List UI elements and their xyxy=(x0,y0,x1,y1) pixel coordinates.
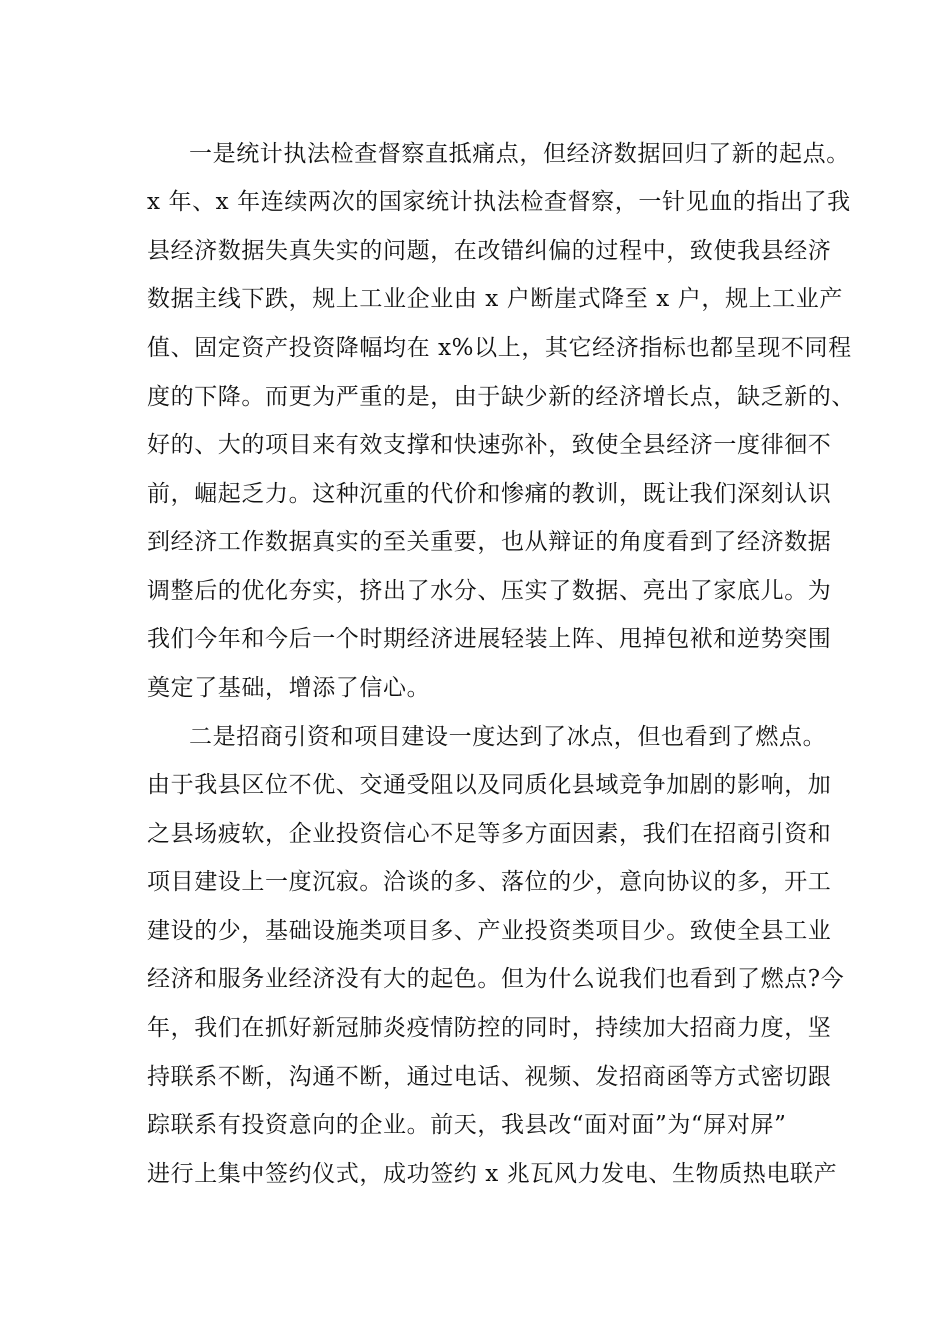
paragraph-2-line-5: 建设的少，基础设施类项目多、产业投资类项目少。致使全县工业 xyxy=(147,918,832,944)
paragraph-1-line-7: 好的、大的项目来有效支撑和快速弥补，致使全县经济一度徘徊不 xyxy=(147,432,832,458)
paragraph-2-line-1: 二是招商引资和项目建设一度达到了冰点，但也看到了燃点。 xyxy=(189,724,827,750)
paragraph-2-line-7: 年，我们在抓好新冠肺炎疫情防控的同时，持续加大招商力度，坚 xyxy=(147,1015,832,1041)
paragraph-1-line-10: 调整后的优化夯实，挤出了水分、压实了数据、亮出了家底儿。为 xyxy=(147,578,832,604)
paragraph-2-line-9: 踪联系有投资意向的企业。前天，我县改“面对面”为“屏对屏” xyxy=(147,1112,787,1138)
paragraph-2-line-10: 进行上集中签约仪式，成功签约 x 兆瓦风力发电、生物质热电联产 xyxy=(147,1161,838,1187)
paragraph-1-line-11: 我们今年和今后一个时期经济进展轻装上阵、甩掉包袱和逆势突围 xyxy=(147,626,832,652)
paragraph-1-line-9: 到经济工作数据真实的至关重要，也从辩证的角度看到了经济数据 xyxy=(147,529,832,555)
paragraph-1-line-12: 奠定了基础，增添了信心。 xyxy=(147,675,431,701)
paragraph-1-line-1: 一是统计执法检查督察直抵痛点，但经济数据回归了新的起点。 xyxy=(189,141,850,167)
paragraph-1-line-2: x 年、x 年连续两次的国家统计执法检查督察，一针见血的指出了我 xyxy=(147,189,851,215)
paragraph-2-line-6: 经济和服务业经济没有大的起色。但为什么说我们也看到了燃点?今 xyxy=(147,966,845,992)
paragraph-1-line-3: 县经济数据失真失实的问题，在改错纠偏的过程中，致使我县经济 xyxy=(147,238,832,264)
paragraph-2-line-3: 之县场疲软，企业投资信心不足等多方面因素，我们在招商引资和 xyxy=(147,821,832,847)
paragraph-1-line-8: 前，崛起乏力。这种沉重的代价和惨痛的教训，既让我们深刻认识 xyxy=(147,481,832,507)
paragraph-1-line-5: 值、固定资产投资降幅均在 x%以上，其它经济指标也都呈现不同程 xyxy=(147,335,852,361)
paragraph-2-line-2: 由于我县区位不优、交通受阻以及同质化县域竞争加剧的影响，加 xyxy=(147,772,832,798)
paragraph-1-line-4: 数据主线下跌，规上工业企业由 x 户断崖式降至 x 户，规上工业产 xyxy=(147,286,843,312)
paragraph-2-line-4: 项目建设上一度沉寂。洽谈的多、落位的少，意向协议的多，开工 xyxy=(147,869,832,895)
paragraph-2-line-8: 持联系不断，沟通不断，通过电话、视频、发招商函等方式密切跟 xyxy=(147,1064,832,1090)
paragraph-1-line-6: 度的下降。而更为严重的是，由于缺少新的经济增长点，缺乏新的、 xyxy=(147,384,855,410)
